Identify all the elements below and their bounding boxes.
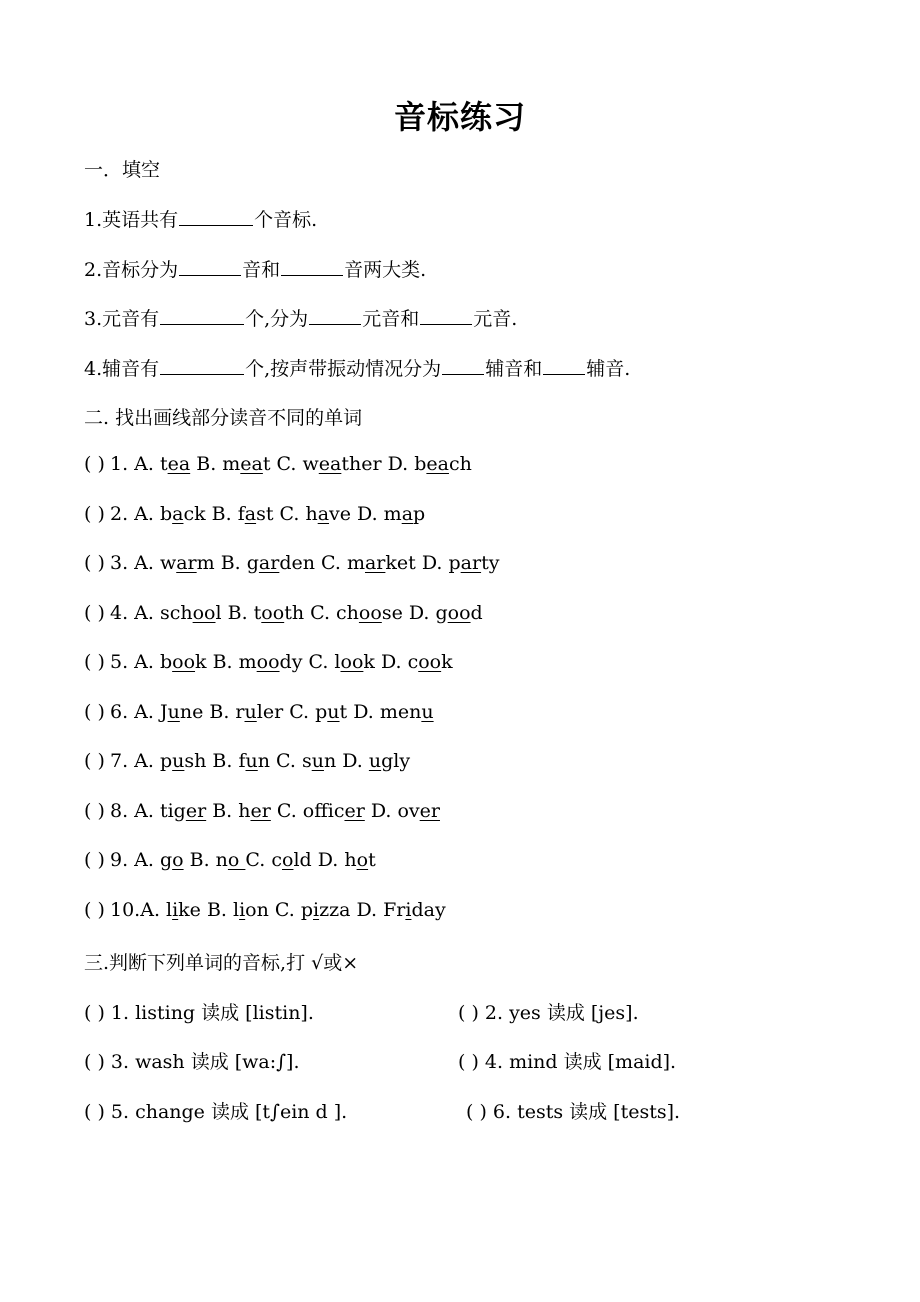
pick-question-10: ( ) 10.A. like B. lion C. pizza D. Friday (84, 899, 446, 921)
judge-question-2[interactable]: ( ) 2. yes 读成 [jes]. (458, 1002, 639, 1024)
answer-blank[interactable] (160, 323, 244, 325)
fill-question-3: 3.元音有 个,分为 元音和 元音. (84, 308, 518, 330)
pick-question-6: ( ) 6. A. June B. ruler C. put D. menu (84, 701, 434, 723)
pick-question-5: ( ) 5. A. book B. moody C. look D. cook (84, 651, 453, 673)
judge-question-3[interactable]: ( ) 3. wash 读成 [wa:∫]. (84, 1051, 300, 1073)
section-heading-judge: 三.判断下列单词的音标,打 √或× (84, 952, 359, 974)
pick-question-9: ( ) 9. A. go B. no C. cold D. hot (84, 849, 376, 871)
judge-question-4[interactable]: ( ) 4. mind 读成 [maid]. (458, 1051, 677, 1073)
judge-question-1[interactable]: ( ) 1. listing 读成 [listin]. (84, 1002, 314, 1024)
answer-blank[interactable] (442, 373, 484, 375)
pick-question-1: ( ) 1. A. tea B. meat C. weather D. beach (84, 453, 472, 475)
fill-question-4: 4.辅音有 个,按声带振动情况分为 辅音和 辅音. (84, 358, 631, 380)
pick-question-2: ( ) 2. A. back B. fast C. have D. map (84, 503, 426, 525)
answer-blank[interactable] (281, 274, 343, 276)
page-title: 音标练习 (393, 98, 526, 136)
section-heading-fill: 一．填空 (84, 159, 161, 181)
pick-question-8: ( ) 8. A. tiger B. her C. officer D. over (84, 800, 440, 822)
fill-question-1: 1.英语共有 个音标. (84, 209, 318, 231)
answer-blank[interactable] (160, 373, 244, 375)
answer-blank[interactable] (309, 323, 361, 325)
section-heading-pick: 二. 找出画线部分读音不同的单词 (84, 407, 363, 429)
answer-blank[interactable] (543, 373, 585, 375)
answer-blank[interactable] (420, 323, 472, 325)
fill-question-2: 2.音标分为 音和 音两大类. (84, 259, 427, 281)
answer-blank[interactable] (179, 274, 241, 276)
pick-question-7: ( ) 7. A. push B. fun C. sun D. ugly (84, 750, 411, 772)
answer-blank[interactable] (179, 224, 253, 226)
pick-question-4: ( ) 4. A. school B. tooth C. choose D. good (84, 602, 483, 624)
judge-question-5[interactable]: ( ) 5. change 读成 [t∫ein d ]. (84, 1101, 348, 1123)
judge-question-6[interactable]: ( ) 6. tests 读成 [tests]. (466, 1101, 681, 1123)
pick-question-3: ( ) 3. A. warm B. garden C. market D. party (84, 552, 500, 574)
